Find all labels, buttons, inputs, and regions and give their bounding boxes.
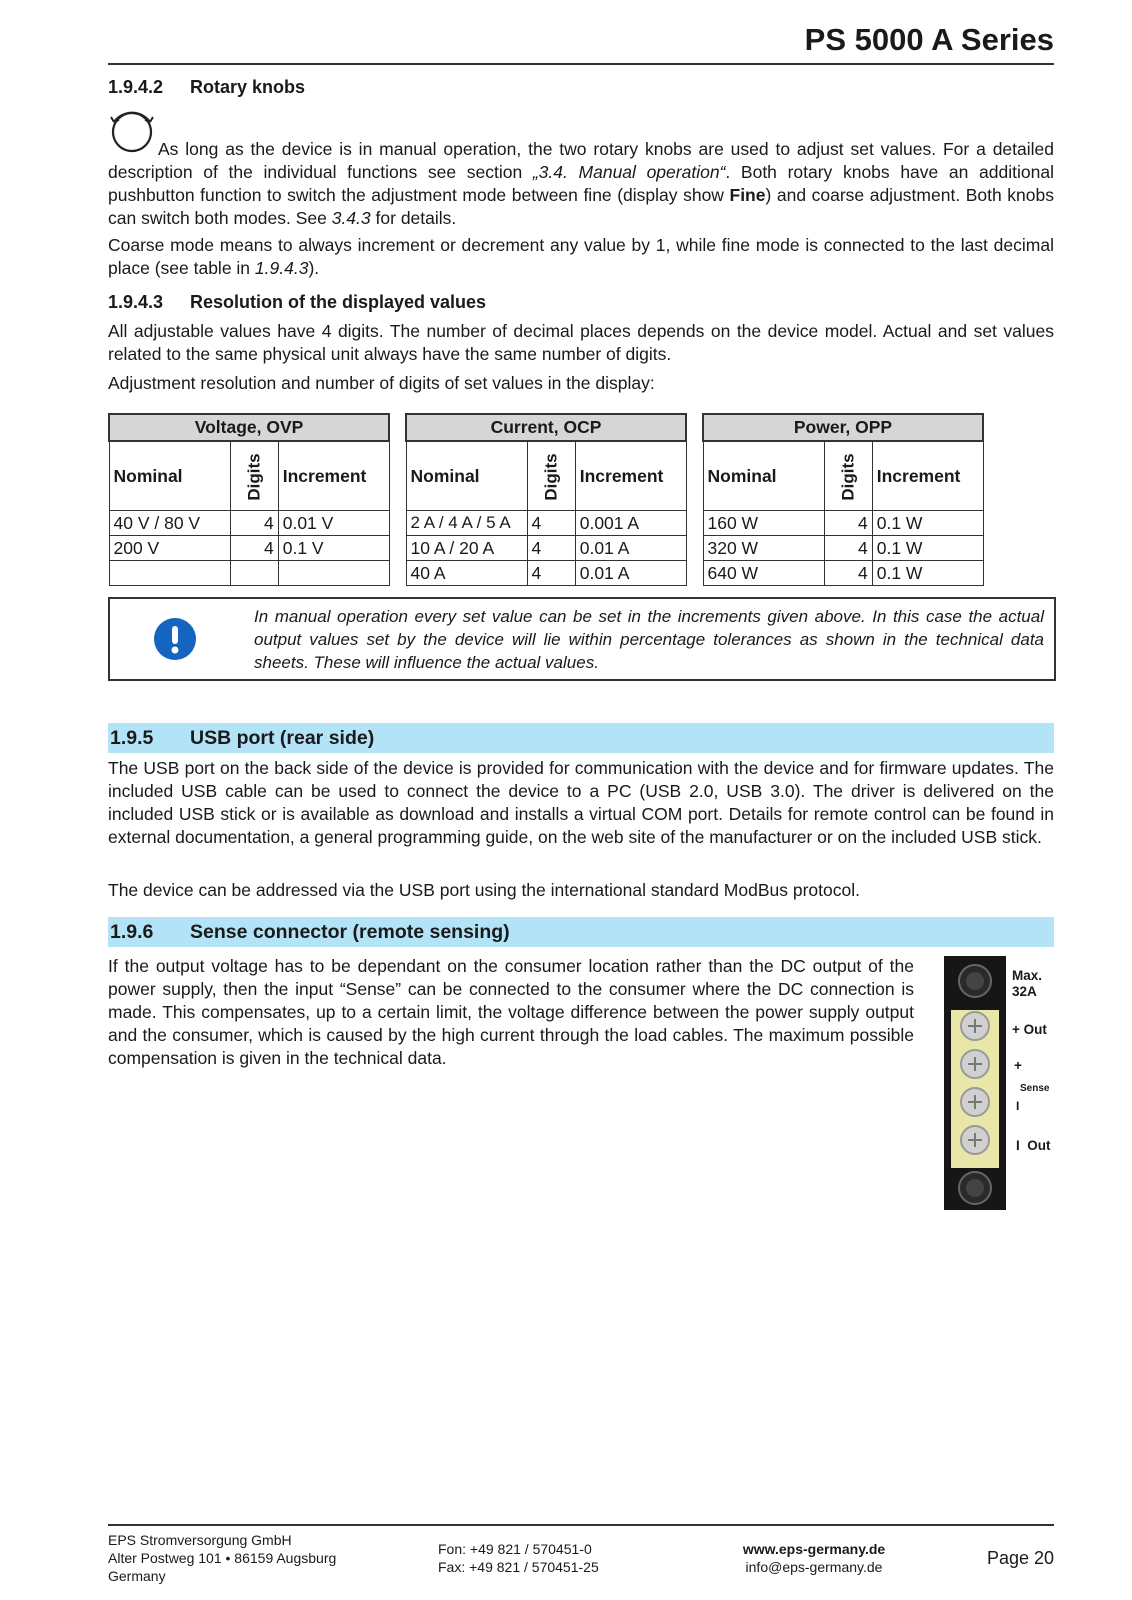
resolution-paragraph-2: Adjustment resolution and number of digits of set values in the display: [108, 373, 655, 393]
usb-paragraph-2: The device can be addressed via the USB port using the international standard ModBus protocol. [108, 880, 860, 900]
section-heading-sense-connector [108, 917, 1054, 947]
page-number: Page 20 [986, 1548, 1054, 1568]
connector-label-minus: I [1016, 1099, 1020, 1113]
section-heading-rotary-knobs [108, 77, 305, 98]
column-header-nominal: Nominal [703, 441, 824, 511]
exclamation-icon [154, 618, 196, 660]
section-number: 1.9.5 [110, 727, 154, 749]
resolution-table-power [702, 413, 984, 586]
table-row [109, 561, 389, 586]
section-title: Sense connector (remote sensing) [190, 921, 510, 943]
table-row: 640 W 4 0.1 W [703, 561, 983, 586]
footer-phone: Fon: +49 821 / 570451-0 Fax: +49 821 / 570451-25 [438, 1541, 599, 1575]
sense-connector-image [944, 956, 1006, 1210]
website-link[interactable]: www.eps-germany.de [742, 1541, 886, 1557]
footer-address: EPS Stromversorgung GmbH Alter Postweg 101 • 86159 Augsburg Germany [108, 1532, 337, 1584]
connector-label-plus-out: + Out [1012, 1022, 1047, 1037]
table-title: Power, OPP [703, 414, 983, 441]
column-header-digits: Digits [527, 441, 575, 511]
table-row: 40 V / 80 V 4 0.01 V [109, 511, 389, 536]
table-row: 2 A / 4 A / 5 A 4 0.001 A [406, 511, 686, 536]
column-header-increment: Increment [575, 441, 686, 511]
resolution-table-voltage [108, 413, 390, 586]
table-title: Current, OCP [406, 414, 686, 441]
column-header-increment: Increment [278, 441, 389, 511]
table-row: 200 V 4 0.1 V [109, 536, 389, 561]
connector-label-plus: + [1014, 1058, 1022, 1073]
footer-divider [108, 1524, 1054, 1526]
resolution-paragraph-1: All adjustable values have 4 digits. The number of decimal places depends on the device model. Actual and set values related to the same physical unit always have the same number of digits. [108, 321, 1054, 364]
table-row: 40 A 4 0.01 A [406, 561, 686, 586]
section-number: 1.9.4.2 [108, 77, 164, 97]
section-number: 1.9.6 [110, 921, 154, 943]
table-row: 10 A / 20 A 4 0.01 A [406, 536, 686, 561]
column-header-digits: Digits [230, 441, 278, 511]
connector-label-minus-out: I Out [1016, 1138, 1051, 1153]
rotary-paragraph-1: As long as the device is in manual operation, the two rotary knobs are used to adjust set values. For a detailed description of the individual functions see section „3.4. Manual operation“. Both rotary knobs have an additional pushbutton function to switch the adjustment mode between fine (display show Fine) and coarse adjustment. Both knobs can switch both modes. See 3.4.3 for details. [108, 139, 1054, 228]
column-header-digits: Digits [824, 441, 872, 511]
document-title: PS 5000 A Series [804, 22, 1054, 57]
column-header-nominal: Nominal [406, 441, 527, 511]
resolution-table-current [405, 413, 687, 586]
section-title: Rotary knobs [190, 77, 306, 97]
note-text: In manual operation every set value can be set in the increments given above. In this case the actual output values set by the device will lie within percentage tolerances as shown in the technical data sheets. These will influence the actual values. [254, 607, 1044, 672]
connector-label-sense: Sense [1020, 1083, 1050, 1094]
table-title: Voltage, OVP [109, 414, 389, 441]
header-divider [108, 63, 1054, 65]
section-heading-usb-port [108, 723, 1054, 753]
footer-contact [734, 1540, 894, 1576]
rotary-paragraph-2: Coarse mode means to always increment or decrement any value by 1, while fine mode is connected to the last decimal place (see table in 1.9.4.3). [108, 235, 1054, 278]
table-row: 320 W 4 0.1 W [703, 536, 983, 561]
usb-paragraph-1: The USB port on the back side of the device is provided for communication with the device and for firmware updates. The included USB cable can be used to connect the device to a PC (USB 2.0, USB 3.0). The driver is delivered on the included USB stick or is available as download and installs a virtual COM port. Details for remote control can be found in external documentation, a general programming guide, on the web site of the manufacturer or on the included USB stick. [108, 758, 1054, 847]
email-link[interactable]: info@eps-germany.de [745, 1559, 883, 1575]
table-row: 160 W 4 0.1 W [703, 511, 983, 536]
sense-paragraph-1: If the output voltage has to be dependant on the consumer location rather than the DC output of the power supply, then the input “Sense” can be connected to the consumer where the DC connection is made. This compensates, up to a certain limit, the voltage difference between the power supply output and the consumer, which is caused by the high current through the load cables. The maximum possible compensation is given in the technical data. [108, 956, 914, 1068]
connector-label-max: Max. 32A [1012, 968, 1043, 999]
section-title: USB port (rear side) [190, 727, 375, 749]
column-header-nominal: Nominal [109, 441, 230, 511]
section-heading-resolution: 1.9.4.3 Resolution of the displayed values [108, 292, 487, 312]
column-header-increment: Increment [872, 441, 983, 511]
